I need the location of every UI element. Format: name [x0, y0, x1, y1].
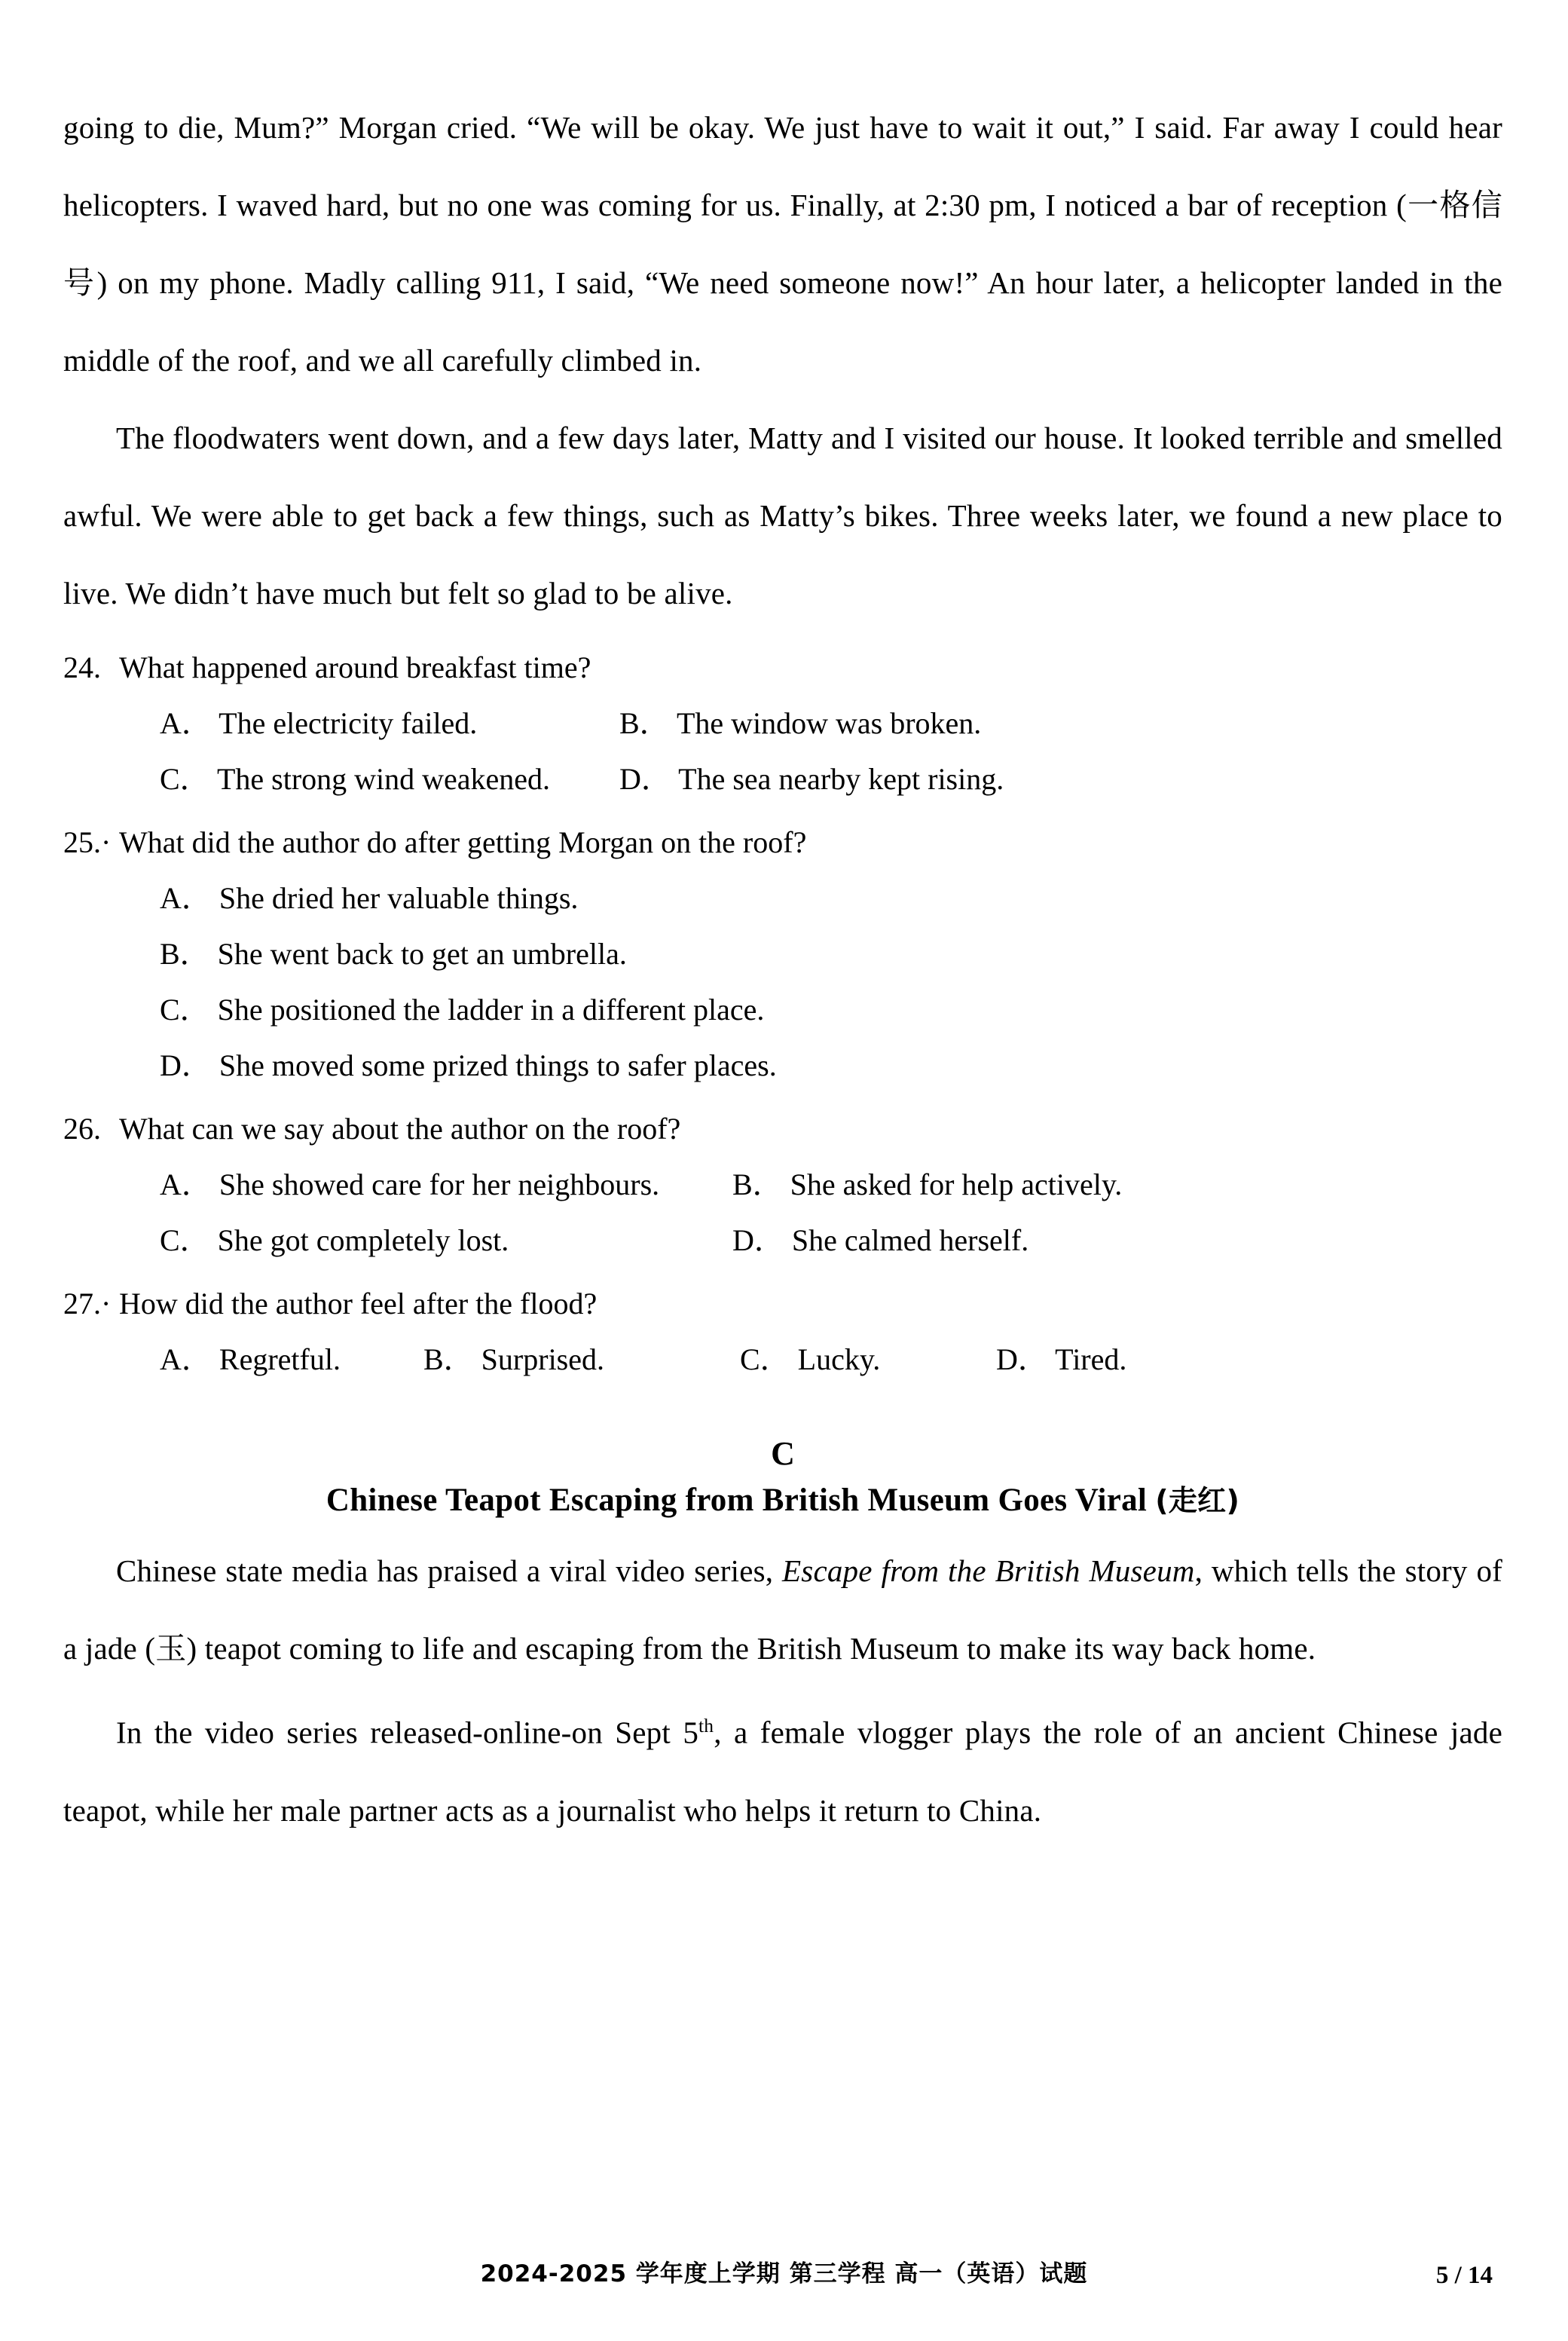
question-25-options — [63, 871, 1502, 1094]
question-27-stem — [63, 1276, 1502, 1332]
option-26-b[interactable]: B． She asked for help actively. — [732, 1167, 1123, 1201]
question-25-text: What did the author do after getting Morgan on the roof? — [119, 825, 807, 859]
page-content — [63, 89, 1502, 1850]
option-24-a[interactable]: A． The electricity failed. — [160, 706, 478, 740]
question-24-number: 24. — [63, 650, 101, 684]
question-25-number: 25.· — [63, 825, 112, 859]
option-25-b[interactable]: B． She went back to get an umbrella. — [160, 937, 627, 971]
question-25 — [63, 815, 1502, 1094]
passage-c-p1-italic-title: Escape from the British Museum — [782, 1553, 1195, 1588]
option-27-d[interactable]: D． Tired. — [996, 1342, 1127, 1376]
option-row — [160, 1332, 1502, 1388]
passage-c-title — [63, 1477, 1502, 1519]
question-27-number: 27.· — [63, 1287, 112, 1320]
passage-c-p2-superscript: th — [698, 1715, 714, 1737]
question-27 — [63, 1276, 1502, 1388]
option-27-c[interactable]: C． Lucky. — [740, 1342, 881, 1376]
question-26 — [63, 1101, 1502, 1268]
option-24-d[interactable]: D． The sea nearby kept rising. — [619, 762, 1004, 796]
option-24-b[interactable]: B． The window was broken. — [619, 706, 982, 740]
passage-c-p1-mid: , which tells the story of a jade (玉) teapot coming to life and escaping from the British Museum to make its way back home. — [63, 1553, 1502, 1666]
question-26-text: What can we say about the author on the roof? — [119, 1112, 681, 1146]
passage-c-p1-pre: Chinese state media has praised a viral video series, — [116, 1553, 783, 1588]
option-27-b[interactable]: B． Surprised. — [423, 1342, 604, 1376]
question-26-options — [63, 1157, 1502, 1268]
question-24-text: What happened around breakfast time? — [119, 650, 591, 684]
passage-c-p2-pre: In the video series released-online-on Sept 5 — [116, 1715, 699, 1750]
question-24-options — [63, 696, 1502, 807]
option-26-a[interactable]: A． She showed care for her neighbours. — [160, 1167, 660, 1201]
option-24-c[interactable]: C． The strong wind weakened. — [160, 762, 551, 796]
passage-c-title-english: Chinese Teapot Escaping from British Museum Goes Viral — [326, 1483, 1148, 1518]
question-26-stem — [63, 1101, 1502, 1157]
passage-c-paragraph-2 — [63, 1688, 1502, 1850]
question-27-options — [63, 1332, 1502, 1388]
option-row — [160, 1213, 1502, 1268]
question-27-text: How did the author feel after the flood? — [119, 1287, 598, 1320]
question-24 — [63, 640, 1502, 807]
footer-page-number: 5 / 14 — [1435, 2262, 1493, 2289]
page-footer — [0, 2254, 1568, 2288]
passage-c-title-chinese: (走红) — [1155, 1484, 1240, 1517]
option-27-a[interactable]: A． Regretful. — [160, 1342, 341, 1376]
passage-c-section-letter: C — [771, 1435, 795, 1472]
option-row — [160, 696, 1502, 751]
option-25-d[interactable]: D． She moved some prized things to safer places. — [160, 1048, 777, 1082]
option-25-a[interactable]: A． She dried her valuable things. — [160, 881, 579, 915]
option-row — [160, 1157, 1502, 1213]
option-26-d[interactable]: D． She calmed herself. — [732, 1223, 1029, 1257]
passage-c-paragraph-1 — [63, 1532, 1502, 1688]
option-26-c[interactable]: C． She got completely lost. — [160, 1223, 509, 1257]
question-24-stem — [63, 640, 1502, 696]
question-26-number: 26. — [63, 1112, 101, 1146]
question-25-stem — [63, 815, 1502, 871]
passage-b-paragraph-1: going to die, Mum?” Morgan cried. “We will be okay. We just have to wait it out,” I said. Far away I could hear helicopters. I waved hard, but no one was coming for us. Finally, at 2:30 pm, I noticed a bar of reception (一格信号) on my phone. Madly calling 911, I said, “We need someone now!” An hour later, a helicopter landed in the middle of the roof, and we all carefully climbed in. — [63, 110, 1502, 378]
footer-title: 2024-2025 学年度上学期 第三学程 高一（英语）试题 — [480, 2260, 1088, 2287]
option-row — [160, 751, 1502, 807]
passage-b-paragraph-2: The floodwaters went down, and a few days later, Matty and I visited our house. It looked terrible and smelled awful. We were able to get back a few things, such as Matty’s bikes. Three weeks later, we found a new place to live. We didn’t have much but felt so glad to be alive. — [63, 421, 1502, 610]
passage-c-p2-post: , a female vlogger plays the role of an ancient Chinese jade teapot, while her male partner acts as a journalist who helps it return to China. — [63, 1715, 1502, 1828]
option-25-c[interactable]: C． She positioned the ladder in a different place. — [160, 993, 765, 1027]
